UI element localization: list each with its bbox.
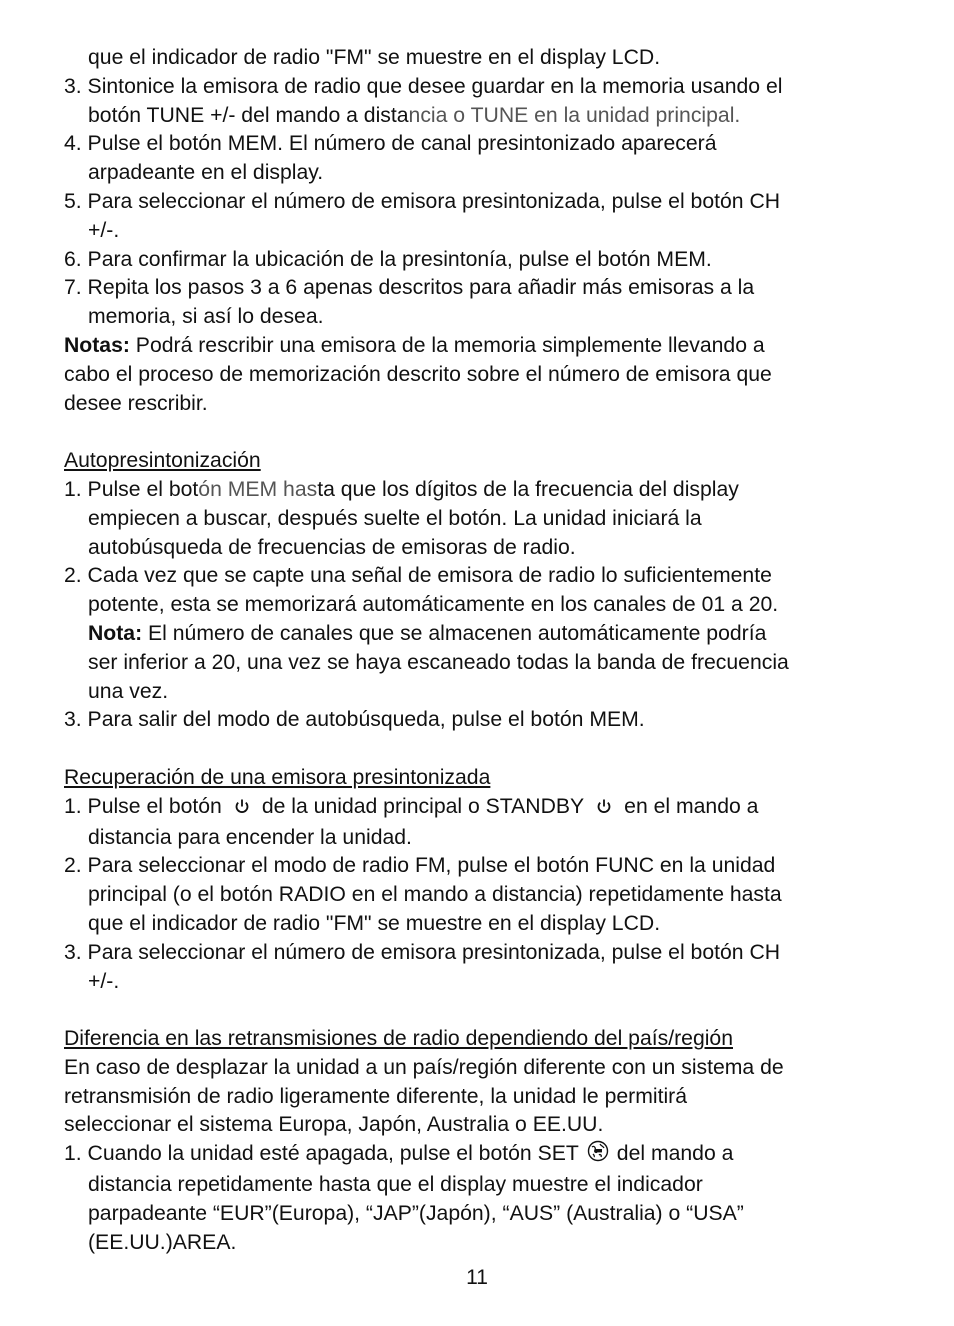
note-line: una vez. [88, 679, 169, 703]
notes-text: Podrá rescribir una emisora de la memoria simplemente llevando a [129, 333, 765, 357]
text-span: del mando a [616, 1142, 734, 1166]
text-span: de la unidad principal o STANDBY [261, 794, 585, 818]
list-item-step-3: 3. Para salir del modo de autobúsqueda, pulse el botón MEM. [64, 708, 645, 732]
list-item-step-1-cont: (EE.UU.)AREA. [88, 1230, 237, 1254]
text-span: en el mando a [624, 794, 759, 818]
list-item-step-2: 2. Cada vez que se capte una señal de emisora de radio lo suficientemente [64, 564, 772, 588]
list-item-step-3-cont [64, 102, 894, 131]
list-item-step-1 [64, 1140, 894, 1171]
list-item-step-1-cont: empiecen a buscar, después suelte el botón. La unidad iniciará la [88, 506, 702, 530]
paragraph-line: seleccionar el sistema Europa, Japón, Australia o EE.UU. [64, 1113, 604, 1137]
list-item-step-2-cont: potente, esta se memorizará automáticamente en los canales de 01 a 20. [88, 593, 779, 617]
text-span-faded: ncia o TUNE en la unidad principal. [408, 103, 741, 127]
list-item-step-3-cont: +/-. [88, 969, 120, 993]
list-item-step-1-cont: parpadeante “EUR”(Europa), “JAP”(Japón), “AUS” (Australia) o “USA” [88, 1201, 744, 1225]
list-item-step-1 [64, 476, 894, 505]
spacer [64, 996, 894, 1025]
list-item-step-1-cont: distancia repetidamente hasta que el display muestre el indicador [88, 1173, 703, 1197]
spacer [64, 735, 894, 764]
notes-line: cabo el proceso de memorización descrito sobre el número de emisora que [64, 362, 772, 386]
list-item-step-7-cont: memoria, si así lo desea. [88, 305, 324, 329]
text-span: botón TUNE +/- del mando a dista [88, 103, 409, 127]
notes-label: Notas: [64, 333, 130, 357]
note-label: Nota: [88, 621, 143, 645]
list-item-step-3: 3. Sintonice la emisora de radio que desee guardar en la memoria usando el [64, 74, 783, 98]
section-heading-recall-preset: Recuperación de una emisora presintonizada [64, 765, 491, 789]
globe-clock-icon [587, 1140, 609, 1171]
list-item-step-2: 2. Para seleccionar el modo de radio FM, pulse el botón FUNC en la unidad [64, 854, 776, 878]
text-span: 1. Cuando la unidad esté apagada, pulse el botón SET [64, 1142, 579, 1166]
notes-line: desee rescribir. [64, 391, 208, 415]
notes-line [64, 332, 894, 361]
list-item-step-2-cont: que el indicador de radio "FM" se muestre en el display LCD. [88, 911, 661, 935]
spacer [64, 418, 894, 447]
list-item-step-1 [64, 793, 894, 824]
list-item-step-5-cont: +/-. [88, 218, 120, 242]
list-item-step-4-cont: arpadeante en el display. [88, 161, 324, 185]
list-item-step-4: 4. Pulse el botón MEM. El número de canal presintonizado aparecerá [64, 132, 717, 156]
text-span: ta que los dígitos de la frecuencia del display [317, 477, 739, 501]
list-item-step-3: 3. Para seleccionar el número de emisora presintonizada, pulse el botón CH [64, 940, 781, 964]
text-span: 1. Pulse el botón [64, 794, 222, 818]
paragraph-line: retransmisión de radio ligeramente diferente, la unidad le permitirá [64, 1084, 688, 1108]
paragraph-line: En caso de desplazar la unidad a un país/región diferente con un sistema de [64, 1055, 784, 1079]
text-line: que el indicador de radio "FM" se muestre en el display LCD. [88, 46, 661, 69]
section-heading-autopreset: Autopresintonización [64, 449, 261, 473]
note-line: ser inferior a 20, una vez se haya escaneado todas la banda de frecuencia [88, 650, 789, 674]
power-icon [234, 795, 250, 824]
list-item-step-1-cont: autobúsqueda de frecuencias de emisoras de radio. [88, 535, 576, 559]
list-item-step-5: 5. Para seleccionar el número de emisora presintonizada, pulse el botón CH [64, 189, 781, 213]
list-item-step-6: 6. Para confirmar la ubicación de la presintonía, pulse el botón MEM. [64, 247, 712, 271]
section-heading-region: Diferencia en las retransmisiones de radio dependiendo del país/región [64, 1027, 733, 1051]
list-item-step-2-cont: principal (o el botón RADIO en el mando a distancia) repetidamente hasta [88, 883, 782, 907]
text-span: 1. Pulse el bot [64, 477, 199, 501]
text-span-faded: ón MEM has [198, 477, 318, 501]
list-item-step-7: 7. Repita los pasos 3 a 6 apenas descritos para añadir más emisoras a la [64, 276, 755, 300]
power-icon [596, 795, 612, 824]
page-number: 11 [466, 1266, 488, 1289]
note-line [64, 620, 894, 649]
document-page [64, 44, 894, 1257]
note-text: El número de canales que se almacenen automáticamente podría [142, 621, 767, 645]
list-item-step-1-cont: distancia para encender la unidad. [88, 825, 412, 849]
